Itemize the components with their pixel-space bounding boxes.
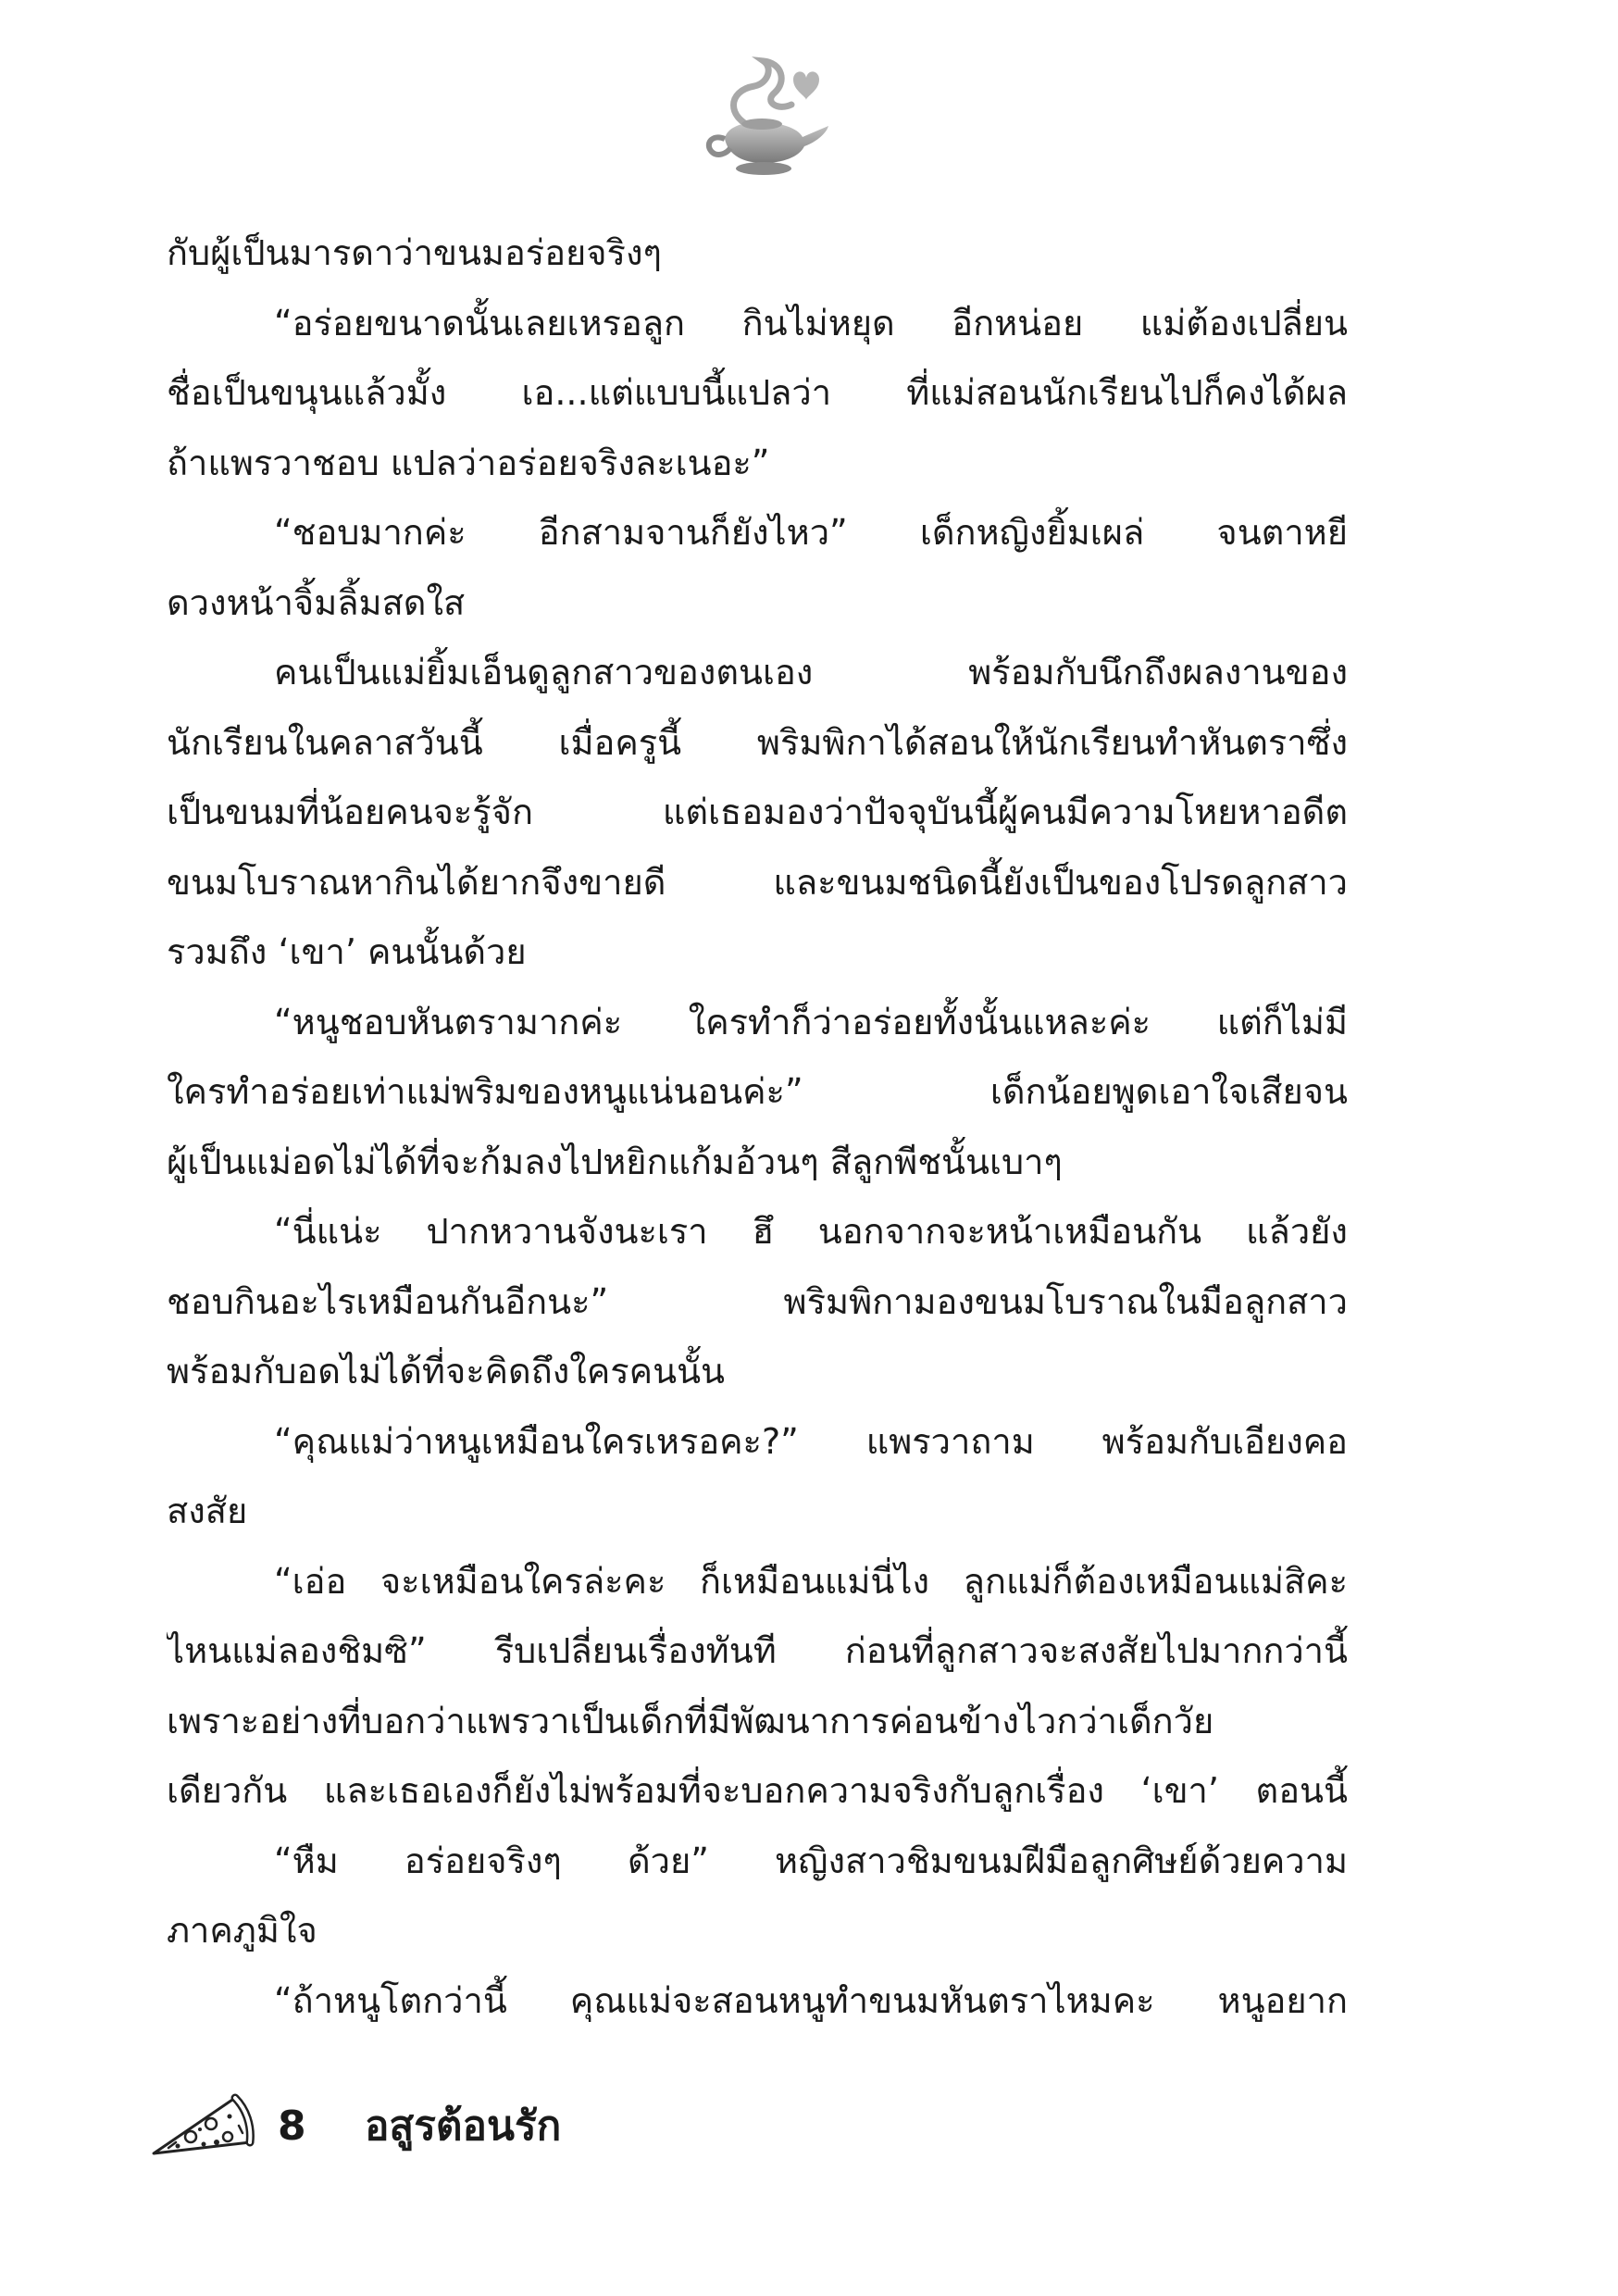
text-line: ชื่อเป็นขนุนแล้วมั้ง เอ...แต่แบบนี้แปลว่า ที่แม่สอนนักเรียนไปก็คงได้ผล: [167, 372, 1348, 413]
genie-lamp-icon: [690, 54, 838, 183]
text-line: “นี่แน่ะ ปากหวานจังนะเรา ฮึ นอกจากจะหน้าเหมือนกัน แล้วยัง: [274, 1211, 1348, 1252]
text-line: สงสัย: [167, 1491, 248, 1531]
text-line: ไหนแม่ลองชิมซิ” รีบเปลี่ยนเรื่องทันที ก่อนที่ลูกสาวจะสงสัยไปมากกว่านี้: [167, 1630, 1348, 1671]
text-line: “คุณแม่ว่าหนูเหมือนใครเหรอคะ?” แพรวาถาม พร้อมกับเอียงคอ: [274, 1420, 1348, 1462]
text-line: “อร่อยขนาดนั้นเลยเหรอลูก กินไม่หยุด อีกหน่อย แม่ต้องเปลี่ยน: [274, 302, 1348, 343]
page-number: 8: [278, 2103, 306, 2150]
text-line: “หืม อร่อยจริงๆ ด้วย” หญิงสาวชิมขนมฝีมือลูกศิษย์ด้วยความ: [274, 1840, 1348, 1881]
book-title: อสูรต้อนรัก: [365, 2103, 562, 2150]
text-line: ดวงหน้าจิ้มลิ้มสดใส: [167, 581, 466, 623]
text-line: รวมถึง ‘เขา’ คนนั้นด้วย: [167, 931, 527, 972]
text-line: “หนูชอบหันตรามากค่ะ ใครทำก็ว่าอร่อยทั้งนั้นแหละค่ะ แต่ก็ไม่มี: [274, 1001, 1348, 1042]
text-line: ขนมโบราณหากินได้ยากจึงขายดี และขนมชนิดนี้ยังเป็นของโปรดลูกสาว: [167, 861, 1348, 903]
text-line: คนเป็นแม่ยิ้มเอ็นดูลูกสาวของตนเอง พร้อมกับนึกถึงผลงานของ: [274, 652, 1348, 693]
text-line: ผู้เป็นแม่อดไม่ได้ที่จะก้มลงไปหยิกแก้มอ้วนๆ สีลูกพีชนั้นเบาๆ: [167, 1141, 1063, 1182]
text-line: พร้อมกับอดไม่ได้ที่จะคิดถึงใครคนนั้น: [167, 1351, 726, 1391]
text-line: ถ้าแพรวาชอบ แปลว่าอร่อยจริงละเนอะ”: [167, 442, 770, 483]
text-line: เดียวกัน และเธอเองก็ยังไม่พร้อมที่จะบอกความจริงกับลูกเรื่อง ‘เขา’ ตอนนี้: [167, 1770, 1348, 1811]
text-line: “เอ่อ จะเหมือนใครล่ะคะ ก็เหมือนแม่นี่ไง ลูกแม่ก็ต้องเหมือนแม่สิคะ: [274, 1560, 1348, 1602]
text-line: “ถ้าหนูโตกว่านี้ คุณแม่จะสอนหนูทำขนมหันตราไหมคะ หนูอยาก: [274, 1979, 1348, 2021]
text-line: นักเรียนในคลาสวันนี้ เมื่อครูนี้ พริมพิกาได้สอนให้นักเรียนทำหันตราซึ่ง: [167, 721, 1348, 763]
body-text: [167, 218, 1348, 2036]
text-line: ชอบกินอะไรเหมือนกันอีกนะ” พริมพิกามองขนมโบราณในมือลูกสาว: [167, 1280, 1348, 1322]
text-line: เป็นขนมที่น้อยคนจะรู้จัก แต่เธอมองว่าปัจจุบันนี้ผู้คนมีความโหยหาอดีต: [167, 792, 1348, 832]
page-footer: [150, 2085, 798, 2168]
text-line: ภาคภูมิใจ: [167, 1910, 317, 1951]
text-line: กับผู้เป็นมารดาว่าขนมอร่อยจริงๆ: [167, 232, 662, 273]
text-line: ใครทำอร่อยเท่าแม่พริมของหนูแน่นอนค่ะ” เด็กน้อยพูดเอาใจเสียจน: [167, 1071, 1348, 1112]
text-line: เพราะอย่างที่บอกว่าแพรวาเป็นเด็กที่มีพัฒนาการค่อนข้างไวกว่าเด็กวัย: [167, 1700, 1214, 1741]
pizza-slice-icon: [150, 2089, 257, 2161]
text-line: “ชอบมากค่ะ อีกสามจานก็ยังไหว” เด็กหญิงยิ้มเผล่ จนตาหยี: [274, 512, 1348, 553]
